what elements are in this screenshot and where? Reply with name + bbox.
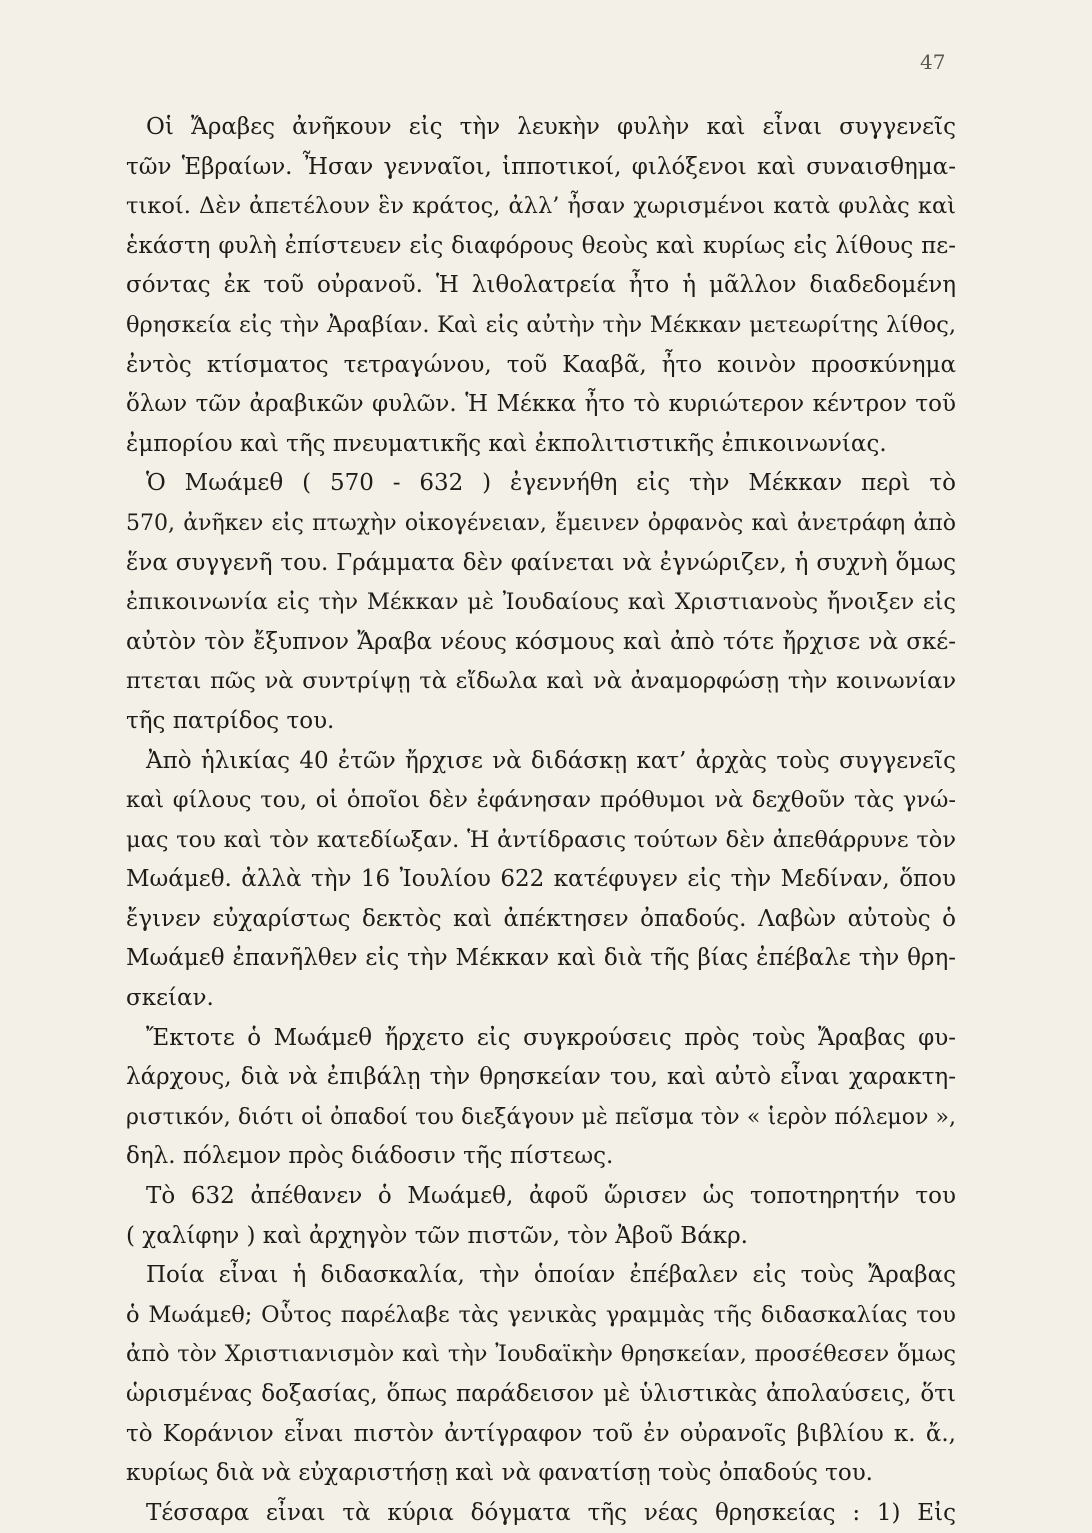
text-line: Τὸ 632 ἀπέθανεν ὁ Μωάμεθ, ἀφοῦ ὥρισεν ὡς τοποτηρητήν του (146, 1183, 956, 1210)
text-line: τῶν Ἑβραίων. Ἦσαν γενναῖοι, ἱππoτικοί, φιλόξενοι καὶ συναισθημα- (126, 153, 956, 180)
text-line: Ἀπὸ ἡλικίας 40 ἐτῶν ἤρχισε νὰ διδάσκῃ κατ’ ἀρχὰς τοὺς συγγενεῖς (146, 747, 956, 774)
text-line: ὅλων τῶν ἀραβικῶν φυλῶν. Ἡ Μέκκα ἦτο τὸ κυριώτερον κέντρον τοῦ (126, 391, 956, 418)
text-line: τικοί. Δὲν ἀπετέλουν ἓν κράτος, ἀλλ’ ἦσαν χωρισμένοι κατὰ φυλὰς καὶ (126, 193, 956, 220)
text-line: πτεται πῶς νὰ συντρίψῃ τὰ εἴδωλα καὶ νὰ ἀναμορφώσῃ τὴν κοινωνίαν (126, 668, 956, 695)
text-line: τῆς πατρίδος του. (126, 707, 335, 734)
text-line: αὐτὸν τὸν ἔξυπνον Ἄραβα νέους κόσμους καὶ ἀπὸ τότε ἤρχισε νὰ σκέ- (126, 628, 956, 655)
text-line: Μωάμεθ ἐπανῆλθεν εἰς τὴν Μέκκαν καὶ διὰ τῆς βίας ἐπέβαλε τὴν θρη- (126, 945, 956, 972)
text-line: ἕνα συγγενῆ του. Γράμματα δὲν φαίνεται νὰ ἐγνώριζεν, ἡ συχνὴ ὅμως (126, 549, 956, 576)
text-line: ( χαλίφην ) καὶ ἀρχηγὸν τῶν πιστῶν, τὸν Ἀβοῦ Βάκρ. (126, 1222, 748, 1249)
body-text (126, 108, 956, 1533)
text-line: ριστικόν, διότι οἱ ὀπαδοί του διεξάγουν μὲ πεῖσμα τὸν « ἱερὸν πόλεμον », (126, 1104, 956, 1130)
text-line: δηλ. πόλεμον πρὸς διάδοσιν τῆς πίστεως. (126, 1143, 614, 1170)
text-line: Ἔκτοτε ὁ Μωάμεθ ἤρχετο εἰς συγκρούσεις πρὸς τοὺς Ἄραβας φυ- (146, 1024, 956, 1051)
text-line: Μωάμεθ. ἀλλὰ τὴν 16 Ἰουλίου 622 κατέφυγεν εἰς τὴν Μεδίναν, ὅπου (126, 866, 956, 893)
text-line: κυρίως διὰ νὰ εὐχαριστήσῃ καὶ νὰ φανατίσῃ τοὺς ὀπαδούς του. (126, 1460, 873, 1487)
text-line: ἐμπορίου καὶ τῆς πνευματικῆς καὶ ἐκπολιτιστικῆς ἐπικοινωνίας. (126, 430, 887, 457)
text-line: ὁ Μωάμεθ; Οὗτος παρέλαβε τὰς γενικὰς γραμμὰς τῆς διδασκαλίας του (126, 1301, 956, 1328)
text-line: 570, ἀνῆκεν εἰς πτωχὴν οἰκογένειαν, ἔμεινεν ὀρφανὸς καὶ ἀνετράφη ἀπὸ (126, 510, 956, 536)
text-line: σόντας ἐκ τοῦ οὐρανοῦ. Ἡ λιθολατρεία ἦτο ἡ μᾶλλον διαδεδομένη (126, 272, 956, 299)
text-line: Οἱ Ἄραβες ἀνῆκουν εἰς τὴν λευκὴν φυλὴν καὶ εἶναι συγγενεῖς (146, 114, 956, 140)
text-line: Ὁ Μωάμεθ ( 570 - 632 ) ἐγεννήθη εἰς τὴν Μέκκαν περὶ τὸ (146, 470, 956, 497)
text-line: Τέσσαρα εἶναι τὰ κύρια δόγματα τῆς νέας θρησκείας : 1) Εἰς (146, 1499, 956, 1526)
text-line: τὸ Κοράνιον εἶναι πιστὸν ἀντίγραφον τοῦ ἐν οὐρανοῖς βιβλίου κ. ἄ., (126, 1420, 956, 1447)
text-line: ἔγινεν εὐχαρίστως δεκτὸς καὶ ἀπέκτησεν ὀπαδούς. Λαβὼν αὐτοὺς ὁ (126, 905, 956, 932)
text-line: θρησκεία εἰς τὴν Ἀραβίαν. Καὶ εἰς αὐτὴν τὴν Μέκκαν μετεωρίτης λίθος, (126, 311, 956, 338)
text-line: λάρχους, διὰ νὰ ἐπιβάλῃ τὴν θρησκείαν του, καὶ αὐτὸ εἶναι χαρακτη- (126, 1064, 956, 1091)
text-line: ἐπικοινωνία εἰς τὴν Μέκκαν μὲ Ἰουδαίους καὶ Χριστιανοὺς ἤνοιξεν εἰς (126, 589, 956, 616)
text-line: Ποία εἶναι ἡ διδασκαλία, τὴν ὁποίαν ἐπέβαλεν εἰς τοὺς Ἄραβας (146, 1262, 956, 1289)
text-line: μας του καὶ τὸν κατεδίωξαν. Ἡ ἀντίδρασις τούτων δὲν ἀπεθάρρυνε τὸν (126, 826, 956, 853)
text-line: ἑκάστη φυλὴ ἐπίστευεν εἰς διαφόρους θεοὺς καὶ κυρίως εἰς λίθους πε- (126, 232, 956, 259)
text-line: ἀπὸ τὸν Χριστιανισμὸν καὶ τὴν Ἰουδαϊκὴν θρησκείαν, προσέθεσεν ὅμως (126, 1341, 956, 1368)
text-line: καὶ φίλους του, οἱ ὁποῖοι δὲν ἐφάνησαν πρόθυμοι νὰ δεχθοῦν τὰς γνώ- (126, 787, 956, 814)
text-line: σκείαν. (126, 985, 214, 1012)
text-line: ἐντὸς κτίσματος τετραγώνου, τοῦ Κααβᾶ, ἦτο κοινὸν προσκύνημα (126, 351, 956, 378)
text-line: ὡρισμένας δοξασίας, ὅπως παράδεισον μὲ ὑλιστικὰς ἀπολαύσεις, ὅτι (126, 1381, 956, 1407)
page-number: 47 (920, 50, 946, 74)
